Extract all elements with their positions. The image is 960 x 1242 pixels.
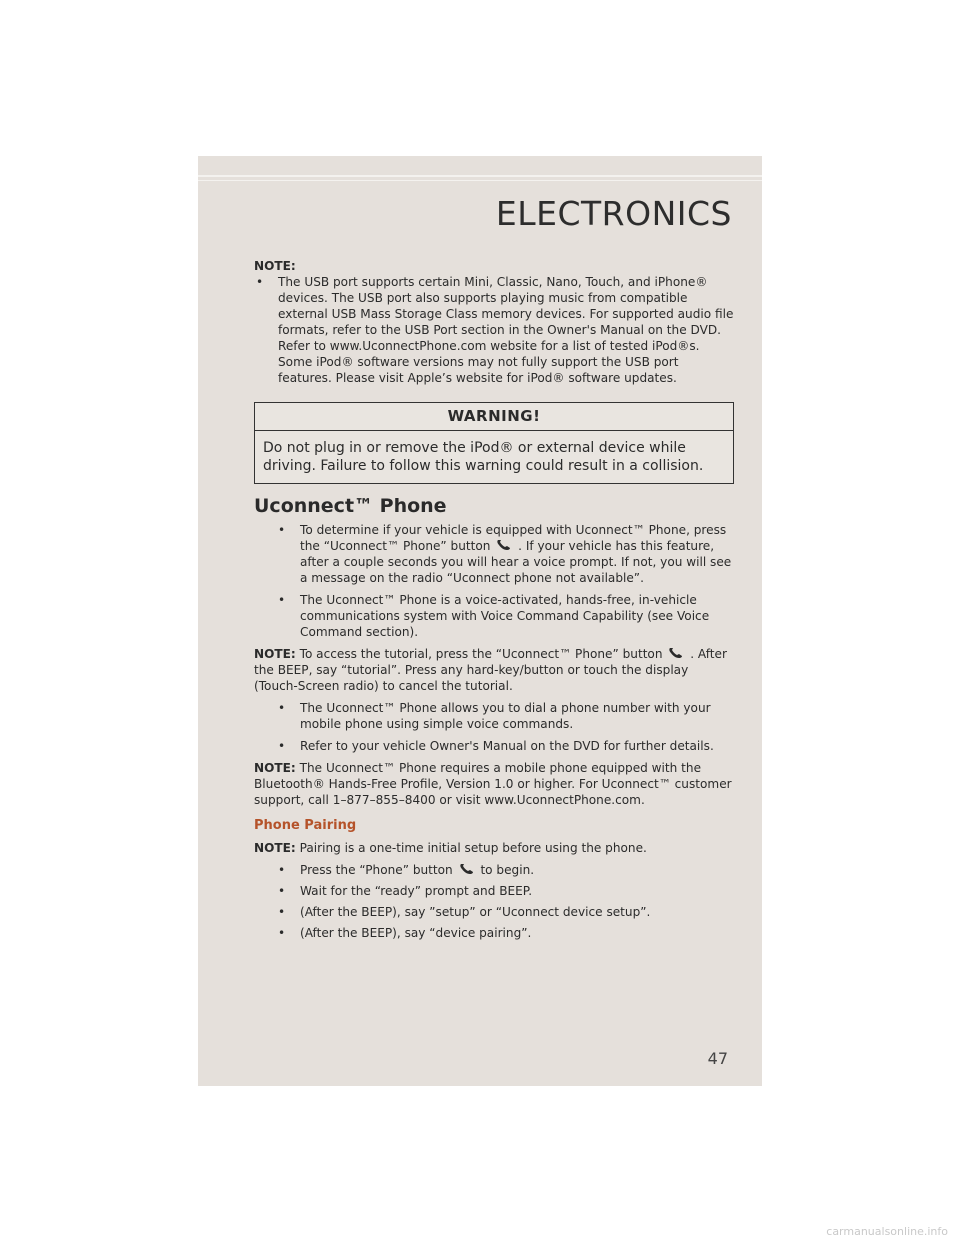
bullet-dot: •	[278, 905, 286, 919]
list-item	[276, 925, 734, 941]
note-bluetooth	[254, 760, 734, 808]
step-text: (After the BEEP), say “device pairing”.	[300, 926, 532, 940]
note-label: NOTE:	[254, 841, 296, 855]
bullet-text-cont: . If your vehicle has this feature, after a couple seconds you will hear a voice prompt. If not, you will see a message on the radio “Uconnect phone not available”.	[300, 539, 732, 585]
bullet-text: The Uconnect™ Phone allows you to dial a phone number with your mobile phone using simple voice commands.	[300, 701, 711, 731]
phone-icon	[459, 863, 475, 875]
list-item	[276, 883, 734, 899]
uconnect-heading: Uconnect™ Phone	[254, 495, 447, 517]
warning-text: Do not plug in or remove the iPod® or external device while driving. Failure to follow this warning could result in a collision.	[263, 440, 704, 474]
list-item	[276, 862, 734, 878]
note-usb-text: The USB port supports certain Mini, Classic, Nano, Touch, and iPhone® devices. The USB port also supports playing music from compatible external USB Mass Storage Class memory devices. For supported audio file formats, refer to the USB Port section in the Owner's Manual on the DVD. Refer to www.UconnectPhone.com website for a list of tested iPod®s. Some iPod® software versions may not fully support the USB port features. Please visit Apple’s website for iPod® software updates.	[278, 275, 734, 385]
bullet-dot: •	[278, 926, 286, 940]
uconnect-bullets	[254, 522, 734, 640]
bullet-dot: •	[278, 884, 286, 898]
step-text: Press the “Phone” button	[300, 863, 453, 877]
bullet-text: To determine if your vehicle is equipped with Uconnect™ Phone, press the “Uconnect™ Phone” button	[300, 523, 727, 553]
section-header: ELECTRONICS	[495, 194, 732, 233]
bullet-dot: •	[256, 275, 264, 289]
bullet-dot: •	[278, 739, 286, 753]
page-content	[254, 258, 734, 946]
note-label: NOTE:	[254, 647, 296, 661]
step-text-cont: to begin.	[480, 863, 535, 877]
note-usb	[254, 258, 734, 386]
note-text: To access the tutorial, press the “Uconnect™ Phone” button	[299, 647, 663, 661]
list-item	[276, 700, 734, 732]
uconnect-bullets-2	[254, 700, 734, 754]
top-rule-thin	[198, 180, 762, 181]
list-item	[276, 904, 734, 920]
phone-icon	[496, 539, 512, 551]
list-item	[276, 522, 734, 586]
bullet-dot: •	[278, 863, 286, 877]
note-pairing	[254, 840, 734, 856]
manual-page	[198, 156, 762, 1086]
bullet-dot: •	[278, 593, 286, 607]
pairing-steps	[254, 862, 734, 941]
note-text-cont: . After the BEEP, say “tutorial”. Press any hard-key/button or touch the display (Touch-Screen radio) to cancel the tutorial.	[254, 647, 727, 693]
warning-box	[254, 402, 734, 484]
step-text: Wait for the “ready” prompt and BEEP.	[300, 884, 533, 898]
phone-icon	[668, 647, 684, 659]
pairing-heading: Phone Pairing	[254, 818, 357, 833]
watermark: carmanualsonline.info	[826, 1225, 948, 1238]
list-item	[276, 592, 734, 640]
note-text: The Uconnect™ Phone requires a mobile phone equipped with the Bluetooth® Hands-Free Profile, Version 1.0 or higher. For Uconnect™ customer support, call 1–877–855–8400 or visit www.UconnectPhone.com.	[254, 761, 732, 807]
note-label: NOTE:	[254, 761, 296, 775]
note-text: Pairing is a one-time initial setup before using the phone.	[299, 841, 647, 855]
list-item	[276, 738, 734, 754]
list-item	[254, 274, 734, 386]
bullet-dot: •	[278, 523, 286, 537]
step-text: (After the BEEP), say ”setup” or “Uconnect device setup”.	[300, 905, 651, 919]
bullet-dot: •	[278, 701, 286, 715]
top-rule	[198, 175, 762, 177]
note-tutorial	[254, 646, 734, 694]
bullet-text: Refer to your vehicle Owner's Manual on the DVD for further details.	[300, 739, 714, 753]
page-number: 47	[707, 1049, 728, 1068]
bullet-text: The Uconnect™ Phone is a voice-activated, hands-free, in-vehicle communications system with Voice Command Capability (see Voice Command section).	[300, 593, 710, 639]
note-label: NOTE:	[254, 259, 296, 273]
warning-title: WARNING!	[255, 403, 733, 431]
